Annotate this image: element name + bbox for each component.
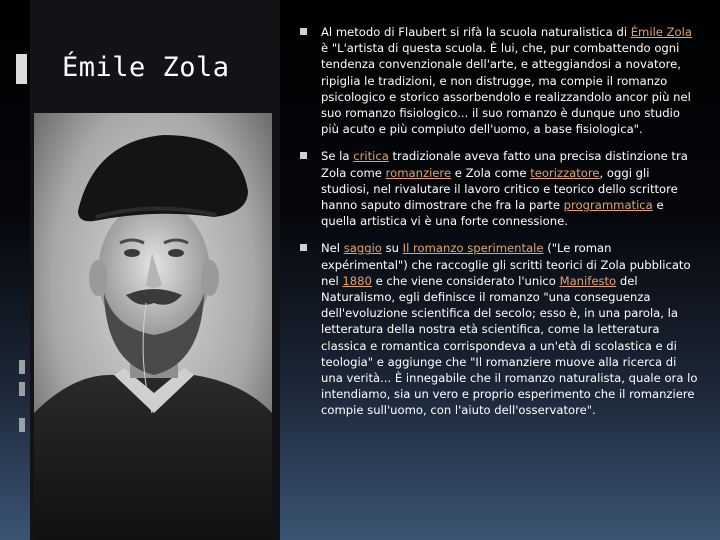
link-saggio[interactable]: saggio: [343, 241, 382, 256]
bullet-item: [300, 240, 700, 418]
link-1880[interactable]: 1880: [342, 273, 372, 288]
square-bullet-icon: [300, 28, 307, 35]
accent-bar-small: [19, 418, 25, 432]
link-emile-zola[interactable]: Émile Zola: [630, 25, 692, 39]
accent-bar-small: [19, 360, 25, 374]
bullet-text: [321, 24, 700, 137]
link-teorizzatore[interactable]: teorizzatore: [530, 165, 600, 180]
bullet-item: [300, 24, 700, 137]
bullet-list: [300, 24, 700, 430]
link-programmatica[interactable]: programmatica: [563, 198, 653, 213]
text-run: Se la: [321, 149, 354, 164]
bullet-text: [321, 240, 700, 418]
link-manifesto[interactable]: Manifesto: [559, 273, 617, 288]
text-run: e che viene considerato l'unico: [371, 273, 560, 288]
bullet-item: [300, 148, 700, 229]
text-run: è "L'artista di questa scuola. È lui, che, pur combattendo ogni tendenza convenzionale dell'arte, e atteggiandosi a novatore, ripiglia le tradizioni, e non distrugge, ma compie il romanzo psicologico e storico assorbendolo e realizzandolo ancor più nel suo romanzo fisiologico... il suo romanzo è dunque uno studio più acuto e più compiuto dell'uomo, a base fisiologica".: [321, 41, 691, 137]
text-run: Al metodo di Flaubert si rifà la scuola naturalistica di: [321, 25, 631, 39]
text-run: ("Le roman expérimental") che raccoglie gli scritti teorici di Zola pubblicato nel: [321, 241, 691, 288]
accent-bar-small: [19, 382, 25, 396]
text-run: su: [381, 241, 403, 256]
link-romanzo-sperimentale[interactable]: Il romanzo sperimentale: [402, 241, 544, 256]
bullet-text: [321, 148, 700, 229]
text-run: , oggi gli studiosi, nel rivalutare il lavoro critico e teorico dello scrittore hanno saputo dimostrare che fra la parte: [321, 165, 678, 213]
text-run: Nel: [321, 241, 344, 256]
text-run: e Zola come: [451, 165, 531, 180]
accent-bar: [16, 54, 27, 84]
link-romanziere[interactable]: romanziere: [385, 165, 452, 180]
square-bullet-icon: [300, 152, 307, 159]
square-bullet-icon: [300, 244, 307, 251]
portrait-photo: [34, 113, 272, 540]
text-run: e quella artistica vi è una forte connessione.: [321, 198, 664, 229]
text-run: del Naturalismo, egli definisce il romanzo "una conseguenza dell'evoluzione scientifica del secolo; esso è, in una parola, la letteratura della nostra età scientifica, come la letteratura classica e romantica corrispondeva a un'età di scolastica e di teologia" e aggiunge che "Il romanziere muove alla ricerca di una verità... È innegabile che il romanzo naturalista, quale ora lo intendiamo, sia un vero e proprio esperimento che il romanziere compie sull'uomo, con l'aiuto dell'osservatore".: [321, 273, 698, 418]
text-run: tradizionale aveva fatto una precisa distinzione tra Zola come: [321, 149, 688, 180]
link-critica[interactable]: critica: [353, 149, 389, 164]
slide-title: Émile Zola: [62, 52, 230, 83]
portrait-illustration: [34, 113, 272, 540]
